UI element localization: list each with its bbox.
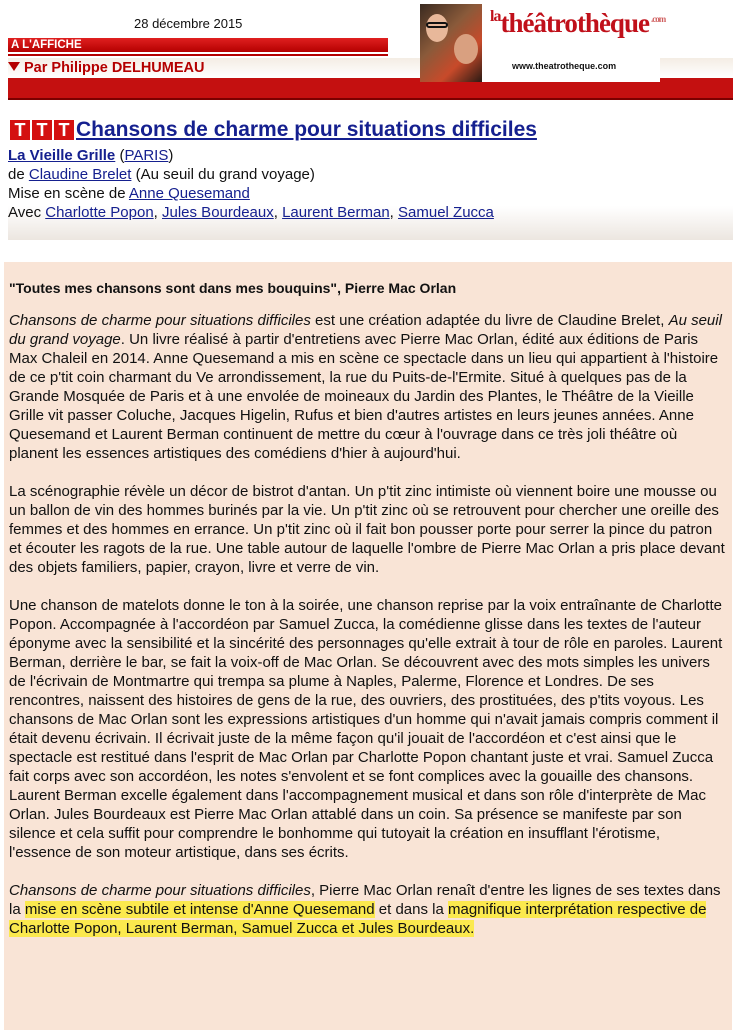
cast-link[interactable]: Charlotte Popon	[45, 204, 154, 221]
article-paragraph: Une chanson de matelots donne le ton à la soirée, une chanson reprise par la voix entraînante de Charlotte Popon. Accompagnée à l'accordéon par Samuel Zucca, la comédienne glisse dans les textes de l'auteur éponyme avec la sensibilité et la sincérité des personnages qu'elle extrait à tour de rôle en paroles. Laurent Berman, derrière le bar, se fait la voix-off de Mac Orlan. Se découvrent avec des mots simples les univers de l'écrivain de Montmartre qui trempa sa plume à Naples, Palerme, Florence et Londres. De ses rencontres, naissent des histoires de gens de la rue, des ouvriers, des prostituées, des p'tits voyous. Les chansons de Mac Orlan sont les expressions artistiques d'un homme qui n'avait jamais compris comment il était devenu écrivain. Il écrivait juste de la même façon qu'il jouait de l'accordéon et c'est ainsi que le spectacle est restitué dans l'esprit de Mac Orlan par Charlotte Popon chantant juste et vrai. Samuel Zucca fait corps avec son accordéon, les notes s'envolent et se font complices avec la gouaille des chansons. Laurent Berman excelle également dans l'accompagnement musical et dans son rôle d'interprète de Mac Orlan. Jules Bourdeaux est Pierre Mac Orlan attablé dans un coin. Sa présence se manifeste par son silence et cela suffit pour comprendre le bonhomme qui tutoyait la création en insufflant l'érotisme, l'essence de son moteur artistique, dans ses écrits.	[9, 597, 723, 861]
logo-portrait-image	[420, 4, 482, 82]
cast-link[interactable]: Laurent Berman	[282, 204, 390, 221]
director-line: Mise en scène de Anne Quesemand	[8, 185, 250, 202]
article-paragraph: Chansons de charme pour situations difficiles est une création adaptée du livre de Claudine Brelet, Au seuil du grand voyage. Un livre réalisé à partir d'entretiens avec Pierre Mac Orlan, édité aux éditions de Paris Max Chaleil en 2014. Anne Quesemand a mis en scène ce spectacle dans un lieu qui appartient à l'histoire de ce p'tit coin charmant du Ve arrondissement, la rue du Puits-de-l'Ermite. Situé à quelques pas de la Grande Mosquée de Paris et à une envolée de moineaux du Jardin des Plantes, le Théâtre de la Vieille Grille vit passer Coluche, Jacques Higelin, Rufus et bien d'autres artistes en leurs jeunes années. Anne Quesemand et Laurent Berman continuent de mettre du cœur à l'ouvrage dans ce très joli théâtre où planent les essences artistiques des comédiens d'hier à aujourd'hui.	[9, 312, 722, 462]
review-article	[4, 262, 732, 1030]
rating-mark: T	[54, 120, 74, 140]
logo-url: www.theatrotheque.com	[512, 61, 617, 71]
play-title-row	[10, 118, 537, 142]
section-divider	[8, 54, 388, 56]
cast-link[interactable]: Jules Bourdeaux	[162, 204, 274, 221]
rating-mark: T	[10, 120, 30, 140]
playwright-link[interactable]: Claudine Brelet	[28, 166, 132, 183]
rating-marks	[10, 120, 74, 140]
highlighted-text: mise en scène subtile et intense d'Anne Quesemand	[24, 901, 375, 918]
article-quote: "Toutes mes chansons sont dans mes bouquins", Pierre Mac Orlan	[9, 280, 457, 296]
triangle-down-icon	[8, 62, 20, 71]
play-title-link[interactable]: Chansons de charme pour situations difficiles	[76, 118, 537, 141]
article-paragraph: Chansons de charme pour situations difficiles, Pierre Mac Orlan renaît d'entre les lignes de ses textes dans la mise en scène subtile et intense d'Anne Quesemand et dans la magnifique interprétation respective de Charlotte Popon, Laurent Berman, Samuel Zucca et Jules Bourdeaux.	[9, 882, 721, 937]
cast-line: Avec Charlotte Popon, Jules Bourdeaux, Laurent Berman, Samuel Zucca	[8, 204, 494, 221]
venue-link[interactable]: La Vieille Grille	[8, 147, 116, 164]
highlighted-text: magnifique interprétation respective de Charlotte Popon, Laurent Berman, Samuel Zucca et Jules Bourdeaux	[9, 901, 707, 937]
section-label: A L'AFFICHE	[8, 38, 388, 52]
city-link[interactable]: PARIS	[124, 147, 169, 164]
cast-link[interactable]: Samuel Zucca	[398, 204, 494, 221]
site-logo[interactable]	[420, 4, 666, 82]
publication-date: 28 décembre 2015	[134, 16, 243, 31]
author-byline	[8, 60, 204, 76]
header-dark-line	[8, 98, 733, 100]
author-line: de Claudine Brelet (Au seuil du grand voyage)	[8, 166, 315, 183]
rating-mark: T	[32, 120, 52, 140]
play-details	[8, 146, 494, 222]
logo-wordmark: $^{la}$théâtrothèque $^{.com}$	[490, 8, 666, 38]
author-name: Par Philippe DELHUMEAU	[24, 60, 205, 76]
director-link[interactable]: Anne Quesemand	[128, 185, 250, 202]
article-paragraph: La scénographie révèle un décor de bistrot d'antan. Un p'tit zinc intimiste où viennent boire une mousse ou un ballon de vin des hommes burinés par la vie. Un p'tit zinc où se retrouvent pour chercher une oreille des femmes et des hommes en errance. Un p'tit zinc où il fait bon pousser porte pour serrer la pince du patron et écouter les ragots de la rue. Une table autour de laquelle l'ombre de Pierre Mac Orlan a pris place devant des objets familiers, papier, crayon, livre et verre de vin.	[9, 483, 725, 576]
venue-line: La Vieille Grille (PARIS)	[8, 147, 174, 164]
